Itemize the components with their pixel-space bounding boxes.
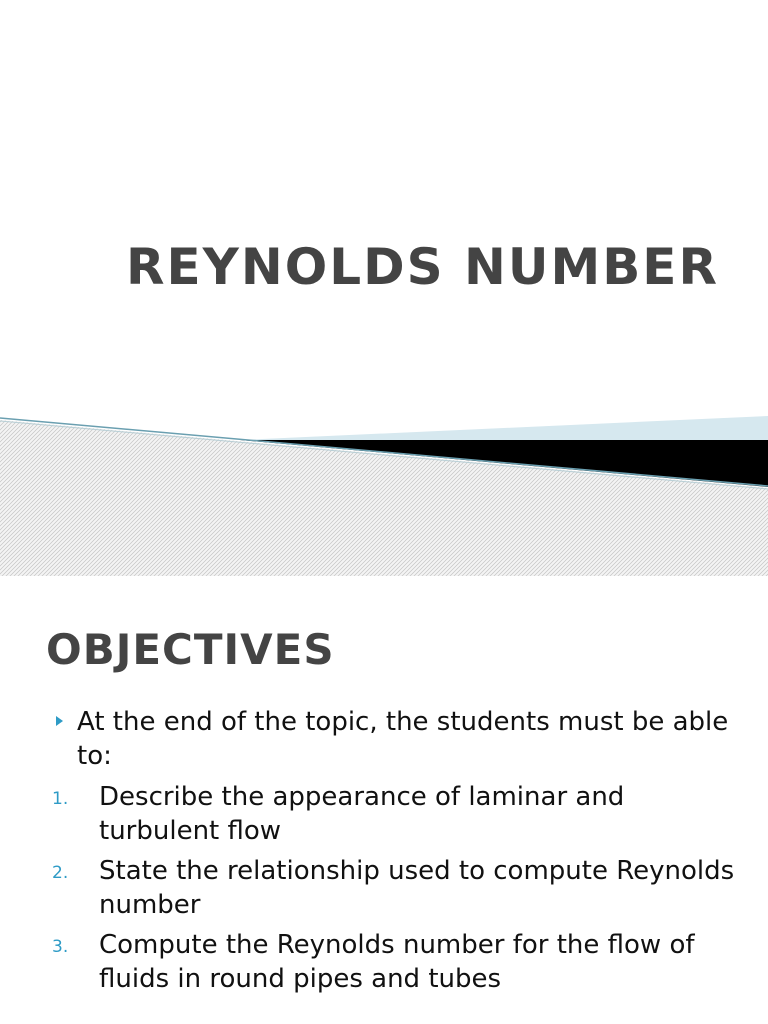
objective-item (52, 854, 752, 922)
objective-text: State the relationship used to compute Reynolds number (99, 856, 735, 920)
objective-number: 2. (52, 863, 69, 883)
light-blue-band (240, 416, 768, 440)
intro-text: At the end of the topic, the students must be able to: (77, 707, 729, 771)
slide-title: REYNOLDS NUMBER (126, 238, 719, 296)
objective-text: Compute the Reynolds number for the flow of fluids in round pipes and tubes (99, 930, 695, 994)
bullet-arrow-icon (56, 716, 63, 726)
objective-item (52, 928, 752, 996)
objective-text: Describe the appearance of laminar and turbulent flow (99, 782, 625, 846)
objective-number: 3. (52, 937, 69, 957)
intro-bullet (56, 705, 736, 773)
objective-number: 1. (52, 789, 69, 809)
objectives-list (52, 780, 752, 1002)
decorative-banner (0, 410, 768, 576)
objective-item (52, 780, 752, 848)
objectives-heading: OBJECTIVES (46, 625, 335, 674)
